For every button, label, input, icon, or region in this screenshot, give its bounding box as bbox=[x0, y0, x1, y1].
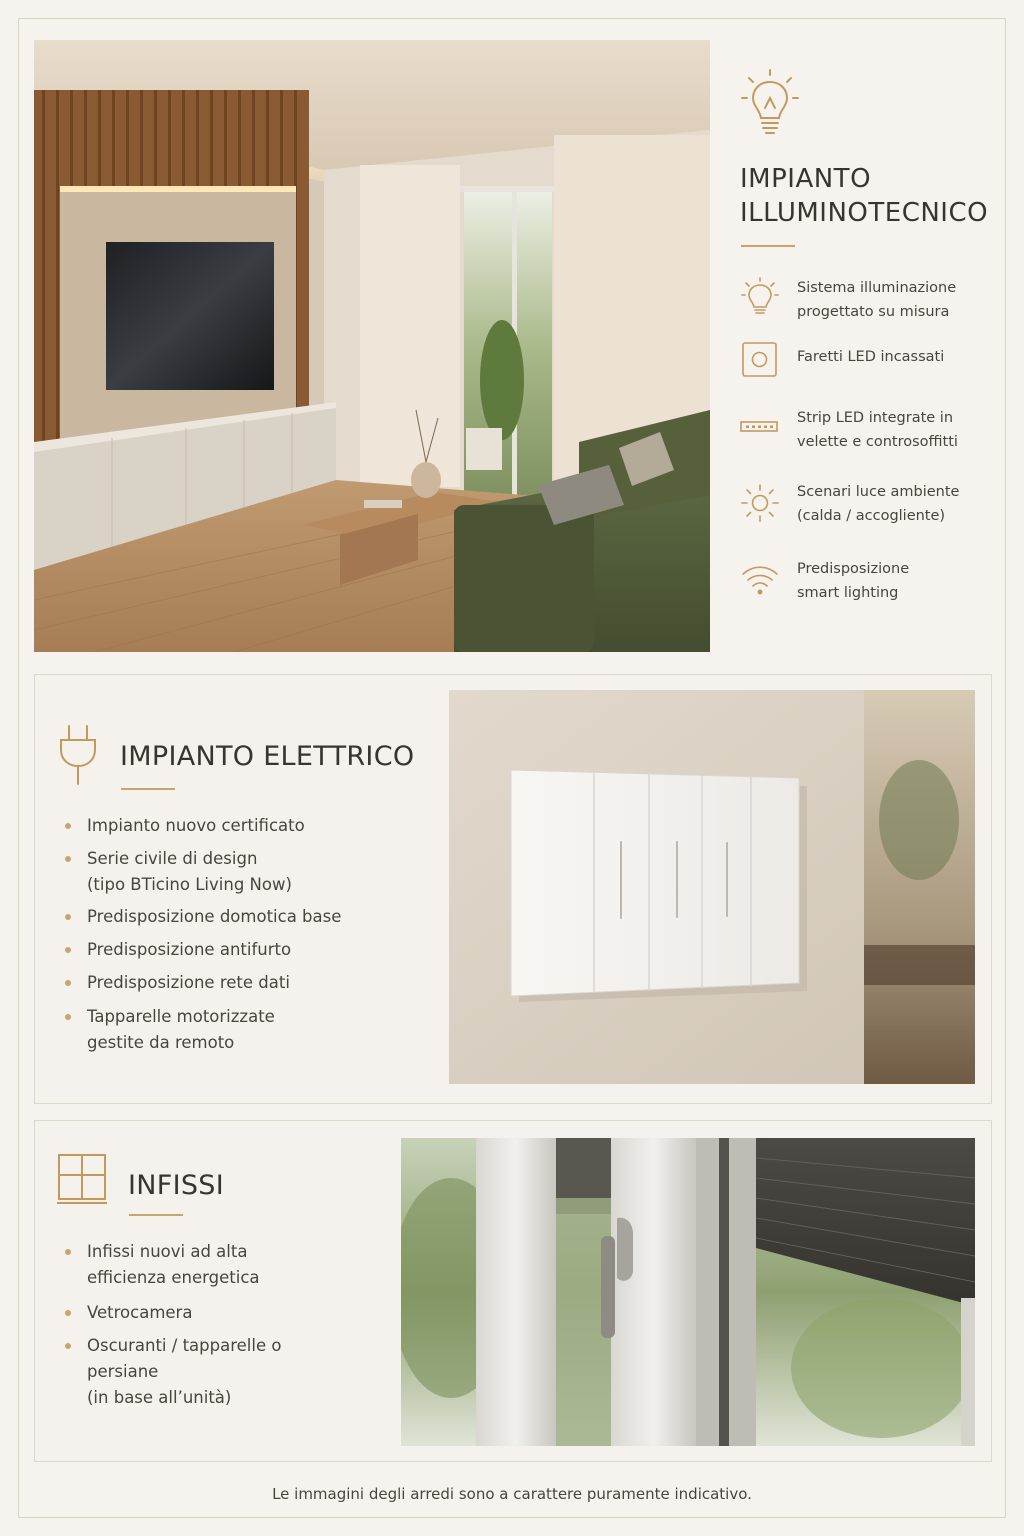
list-item bbox=[87, 937, 407, 963]
bullet bbox=[65, 1014, 71, 1020]
list-item bbox=[87, 813, 407, 839]
wifi-icon bbox=[740, 560, 780, 600]
bullet bbox=[65, 980, 71, 986]
bullet bbox=[65, 1343, 71, 1349]
light-switch-image bbox=[449, 690, 975, 1084]
list-item-label: Strip LED integrate in velette e controsoffitti bbox=[797, 410, 958, 450]
list-item-label: Infissi nuovi ad alta efficienza energetica bbox=[87, 1242, 260, 1287]
disclaimer-footer: Le immagini degli arredi sono a carattere puramente indicativo. bbox=[272, 1485, 752, 1503]
living-room-image bbox=[34, 40, 710, 652]
led-strip-icon bbox=[740, 406, 780, 446]
list-item bbox=[87, 1239, 407, 1291]
list-item-label: Impianto nuovo certificato bbox=[87, 816, 305, 835]
windows-title: INFISSI bbox=[128, 1170, 224, 1201]
list-item-label: Vetrocamera bbox=[87, 1303, 193, 1322]
list-item bbox=[87, 904, 407, 930]
lightbulb-icon bbox=[740, 68, 800, 136]
list-item-label: Scenari luce ambiente (calda / accogliente) bbox=[797, 484, 960, 524]
list-item bbox=[87, 846, 407, 898]
bullet bbox=[65, 856, 71, 862]
list-item-label: Sistema illuminazione progettato su misura bbox=[797, 280, 957, 320]
list-item bbox=[87, 970, 407, 996]
windows-title-rule bbox=[129, 1214, 183, 1216]
list-item-label: Predisposizione antifurto bbox=[87, 940, 292, 959]
electrical-title: IMPIANTO ELETTRICO bbox=[120, 741, 415, 772]
bullet bbox=[65, 823, 71, 829]
bullet bbox=[65, 947, 71, 953]
plug-icon bbox=[58, 724, 98, 786]
list-item-label: Tapparelle motorizzate gestite da remoto bbox=[87, 1007, 275, 1052]
list-item bbox=[87, 1333, 407, 1411]
sun-icon bbox=[740, 483, 780, 523]
list-item bbox=[87, 1004, 407, 1056]
list-item-label: Predisposizione domotica base bbox=[87, 907, 342, 926]
electrical-title-rule bbox=[121, 788, 175, 790]
bullet bbox=[65, 1249, 71, 1255]
list-item-label: Predisposizione rete dati bbox=[87, 973, 290, 992]
window-icon bbox=[56, 1153, 108, 1205]
bullet bbox=[65, 914, 71, 920]
bullet bbox=[65, 1310, 71, 1316]
lighting-title: IMPIANTO ILLUMINOTECNICO bbox=[740, 164, 989, 228]
list-item bbox=[87, 1300, 407, 1326]
recessed-spotlight-icon bbox=[740, 340, 780, 380]
window-frame-image bbox=[401, 1138, 975, 1446]
list-item-label: Faretti LED incassati bbox=[797, 349, 945, 365]
list-item-label: Serie civile di design (tipo BTicino Living Now) bbox=[87, 849, 292, 894]
lighting-title-rule bbox=[741, 245, 795, 247]
list-item-label: Predisposizione smart lighting bbox=[797, 561, 910, 601]
lightbulb-icon bbox=[740, 276, 780, 316]
list-item-label: Oscuranti / tapparelle o persiane (in base all’unità) bbox=[87, 1336, 282, 1407]
